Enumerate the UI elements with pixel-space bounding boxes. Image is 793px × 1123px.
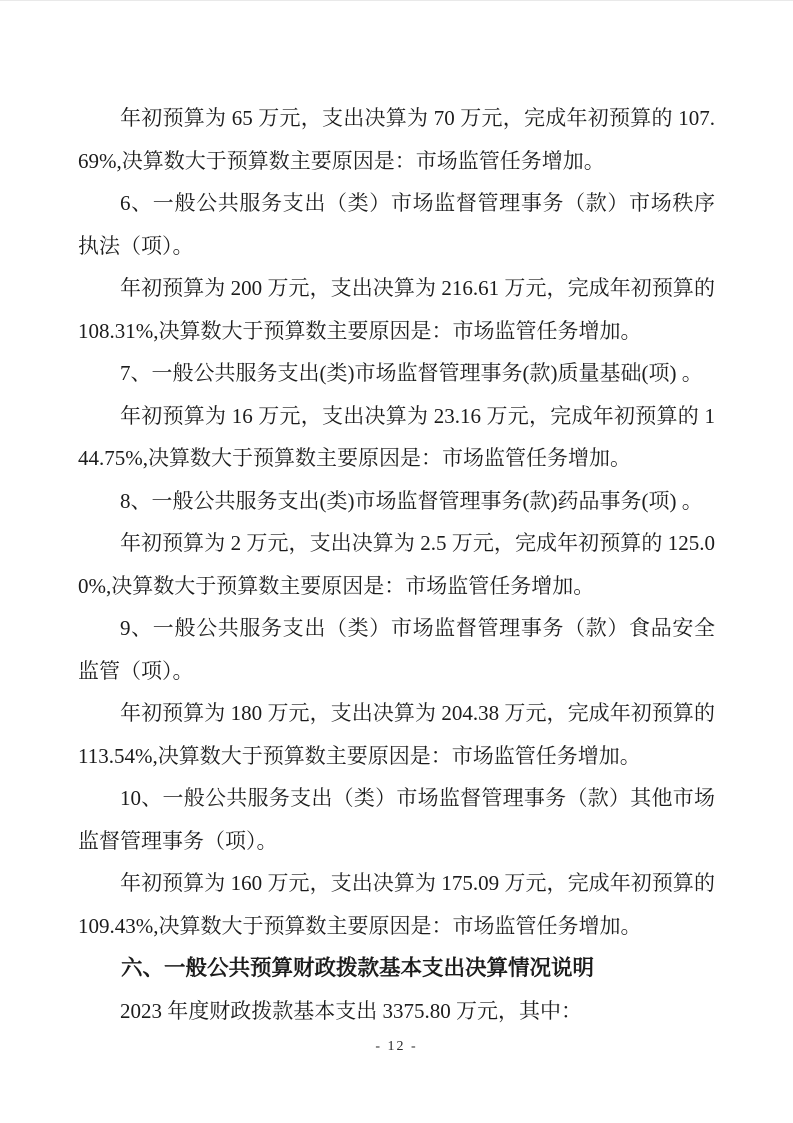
paragraph: 年初预算为 2 万元，支出决算为 2.5 万元，完成年初预算的 125.00%,决算数大于预算数主要原因是：市场监管任务增加。 (78, 531, 715, 598)
paragraph: 8、一般公共服务支出(类)市场监督管理事务(款)药品事务(项) 。 (120, 488, 703, 513)
paragraph: 10、一般公共服务支出（类）市场监督管理事务（款）其他市场监督管理事务（项）。 (78, 786, 715, 853)
document-body (78, 97, 715, 1032)
paragraph: 年初预算为 200 万元，支出决算为 216.61 万元，完成年初预算的 108.31%,决算数大于预算数主要原因是：市场监管任务增加。 (78, 276, 715, 343)
paragraph: 年初预算为 160 万元，支出决算为 175.09 万元，完成年初预算的 109.43%,决算数大于预算数主要原因是：市场监管任务增加。 (78, 871, 715, 938)
paragraph: 9、一般公共服务支出（类）市场监督管理事务（款）食品安全监管（项）。 (78, 616, 715, 683)
paragraph: 年初预算为 180 万元，支出决算为 204.38 万元，完成年初预算的 113.54%,决算数大于预算数主要原因是：市场监管任务增加。 (78, 701, 715, 768)
paragraph: 6、一般公共服务支出（类）市场监督管理事务（款）市场秩序执法（项）。 (78, 191, 715, 258)
paragraph: 年初预算为 65 万元，支出决算为 70 万元，完成年初预算的 107.69%,决算数大于预算数主要原因是：市场监管任务增加。 (78, 106, 715, 173)
section-heading: 六、一般公共预算财政拨款基本支出决算情况说明 (121, 956, 595, 980)
paragraph: 2023 年度财政拨款基本支出 3375.80 万元，其中： (120, 998, 582, 1023)
paragraph: 7、一般公共服务支出(类)市场监督管理事务(款)质量基础(项) 。 (120, 361, 703, 385)
page-number: - 12 - (375, 1039, 418, 1054)
paragraph: 年初预算为 16 万元，支出决算为 23.16 万元，完成年初预算的 144.75%,决算数大于预算数主要原因是：市场监管任务增加。 (78, 403, 715, 470)
